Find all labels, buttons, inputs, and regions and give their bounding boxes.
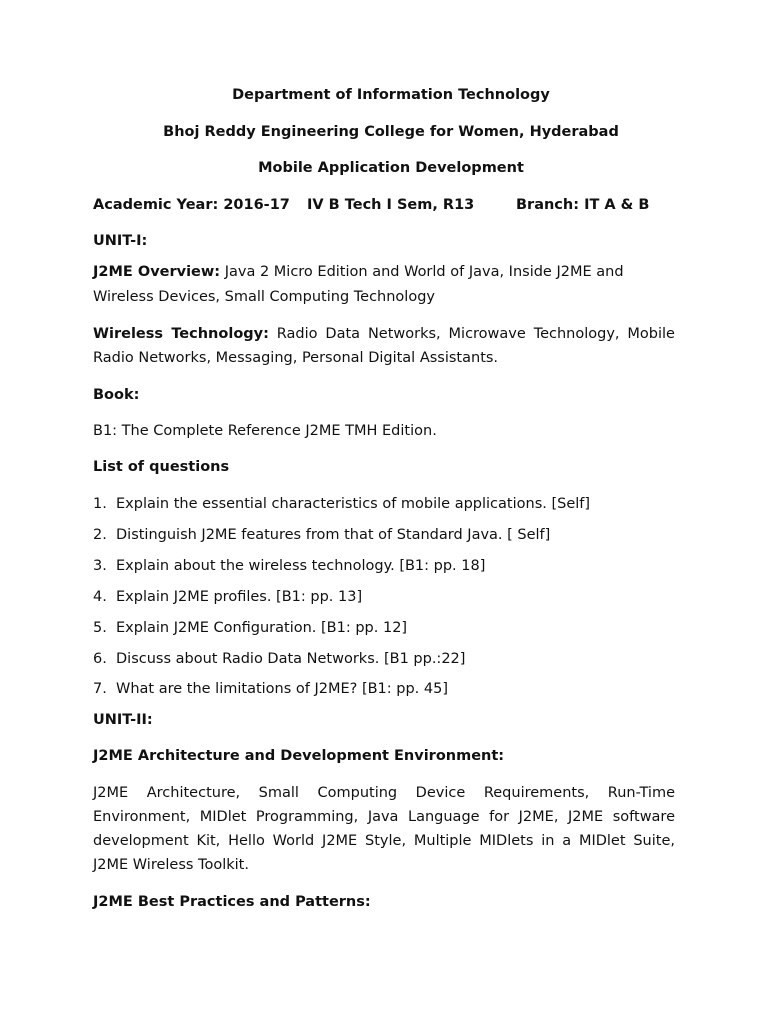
architecture-heading: J2ME Architecture and Development Environment: — [93, 748, 505, 764]
question-number: 3. — [93, 558, 107, 574]
question-item — [93, 585, 362, 609]
j2me-overview-text: Java 2 Micro Edition and World of Java, Inside J2ME and — [220, 264, 624, 280]
question-number: 7. — [93, 681, 107, 697]
book-reference: B1: The Complete Reference J2ME TMH Edition. — [93, 423, 437, 439]
wireless-technology-text: Radio Data Networks, Microwave Technology, Mobile Radio Networks, Messaging, Personal Digital Assistants. — [93, 326, 675, 366]
question-item — [93, 677, 448, 701]
semester-info: IV B Tech I Sem, R13 — [307, 197, 475, 213]
question-item — [93, 523, 550, 547]
question-item — [93, 647, 465, 671]
question-text: Explain J2ME profiles. [B1: pp. 13] — [116, 589, 363, 605]
questions-heading: List of questions — [93, 459, 230, 475]
question-number: 4. — [93, 589, 107, 605]
j2me-overview-line1 — [93, 260, 624, 284]
question-item — [93, 616, 407, 640]
wireless-technology-paragraph — [93, 322, 675, 370]
architecture-paragraph: J2ME Architecture, Small Computing Device Requirements, Run-Time Environment, MIDlet Programming, Java Language for J2ME, J2ME software development Kit, Hello World J2ME Style, Multiple MIDlets in a MIDlet Suite, J2ME Wireless Toolkit. — [93, 785, 675, 873]
best-practices-heading: J2ME Best Practices and Patterns: — [93, 894, 371, 910]
branch-info: Branch: IT A & B — [516, 197, 650, 213]
college-title: Bhoj Reddy Engineering College for Women, Hyderabad — [163, 124, 619, 140]
j2me-overview-label: J2ME Overview: — [93, 264, 221, 280]
department-title: Department of Information Technology — [232, 87, 550, 103]
question-text: Explain the essential characteristics of mobile applications. [Self] — [116, 496, 591, 512]
book-heading: Book: — [93, 387, 140, 403]
question-item — [93, 554, 485, 578]
question-number: 5. — [93, 620, 107, 636]
j2me-overview-line2: Wireless Devices, Small Computing Technology — [93, 289, 435, 305]
question-number: 2. — [93, 527, 107, 543]
wireless-technology-label: Wireless Technology: — [93, 326, 269, 342]
course-title: Mobile Application Development — [258, 160, 524, 176]
question-item — [93, 492, 590, 516]
question-text: Explain J2ME Configuration. [B1: pp. 12] — [116, 620, 408, 636]
unit1-heading: UNIT-I: — [93, 233, 148, 249]
unit2-heading: UNIT-II: — [93, 712, 153, 728]
question-text: Explain about the wireless technology. [B1: pp. 18] — [116, 558, 486, 574]
question-number: 6. — [93, 651, 107, 667]
question-text: Discuss about Radio Data Networks. [B1 pp.:22] — [116, 651, 466, 667]
question-number: 1. — [93, 496, 107, 512]
question-text: Distinguish J2ME features from that of Standard Java. [ Self] — [116, 527, 551, 543]
academic-year: Academic Year: 2016-17 — [93, 197, 290, 213]
question-text: What are the limitations of J2ME? [B1: pp. 45] — [116, 681, 449, 697]
